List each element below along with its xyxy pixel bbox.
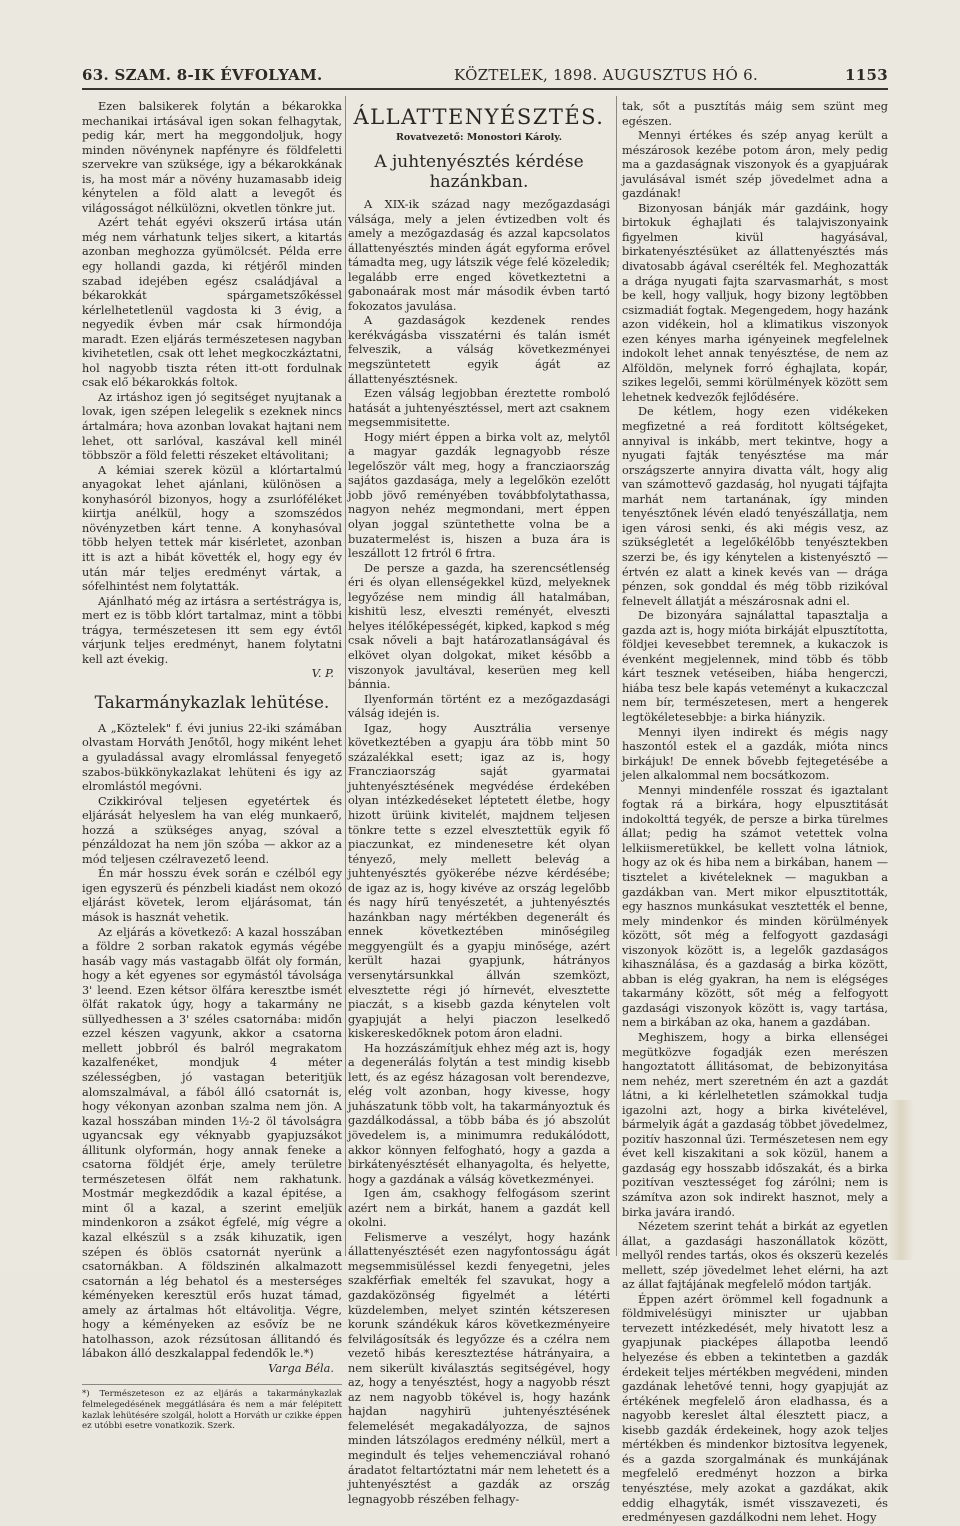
paragraph: De kétlem, hogy ezen vidékeken megfizetné a reá forditott költségeket, annyival is inkább, mert tekintve, hogy a nyugati fajták tenyésztése ma már országszerte annyira divatta vált, hogy alig van számottevő gazdaság, hol nyugati tájfajta marhát nem tartanának, így minden tenyésztőnek lévén eladó tenyészállatja, nem igen városi senki, és aki mégis vesz, az szükségletét a legelőkélőbb tenyésztekben szerzi be, és igy kénytelen a kistenyésztő — értvén ez alatt a kinek kevés van — drága pénzen, sok gonddal és még több rizikóval felnevelt állatját a mészárosnak adni el. — [622, 405, 888, 608]
page-header — [82, 66, 888, 88]
author-signature: Varga Béla. — [268, 1361, 334, 1375]
paragraph: Mennyi mindenféle rosszat és igaztalant fogtak rá a birkára, hogy elpusztitását indokolttá tegyék, de persze a birka türelmes állat; pedig ha számot vetettek volna lelkiismeretükkel, be kellett volna látniok, hogy az ok és hiba nem a birkában, hanem — tisztelet a kivételeknek — magukban a gazdákban van. Mert mikor elpusztitották, egy hasznos munkásukat vesztették el benne, mely mindenkor és minden körülmények között, sőt még a felfogyott gazdasági viszonyok között is, a legelők gazdaságos kihasználása, és a gazdaság a birka között, abban is elég gyakran, ha nem is elégséges takarmány között, sőt még a felfogyott gazdasági viszonyok között is, vagy tartása, nem a birkában az oka, hanem a gazdában. — [622, 783, 888, 1030]
column-rule-2 — [616, 96, 617, 1256]
paragraph: Ezen balsikerek folytán a békarokka mechanikai irtásával igen sokan felhagytak, pedig kár, mert ha meggondoljuk, hogy minden növénynek napfényre és földfeletti szervekre van szüksége, igy a békarokkának is, ha most már a növény huzamasabb ideig kénytelen a föld alatt a levegőt és világosságot nélkülözni, okvetlen tönkre jut. — [82, 100, 342, 215]
paragraph: Nézetem szerint tehát a birkát az egyetlen állat, a gazdasági haszonállatok között, mellyől rendes tartás, okos és okszerü kezelés mellett, szép jövedelmet lehet elérni, ha azt az állat fajtájának megfelelő módon tartják. — [622, 1220, 888, 1292]
paragraph: Mennyi ilyen indirekt és mégis nagy haszontól estek el a gazdák, mióta nincs birkájuk! De ennek bővebb fejtegetésébe a jelen alkalommal nem bocsátkozom. — [622, 725, 888, 783]
paragraph: Én már hosszu évek során e czélból egy igen egyszerü és pénzbeli kiadást nem okozó eljárást követek, lerom eljárásomat, tán mások is hasznát vehetik. — [82, 867, 342, 924]
author-signature: V. P. — [311, 667, 334, 681]
column-2 — [348, 100, 610, 1506]
section-editor: Rovatvezető: Monostori Károly. — [395, 132, 563, 143]
section-title: ÁLLATTENYÉSZTÉS. — [353, 105, 605, 129]
paragraph: Ezen válság legjobban éreztette romboló hatását a juhtenyésztéssel, mert azt csaknem megsemmisitette. — [348, 387, 610, 430]
paragraph: Ilyenformán történt ez a mezőgazdasági válság idején is. — [348, 692, 610, 721]
paragraph: Bizonyosan bánják már gazdáink, hogy birtokuk éghajlati és talajviszonyaink figyelmen kivül hagyásával, birkatenyésztésüket az állattenyésztés más divatosabb ágával cserélték fel. Meghozatták a drága nyugati fajta szarvasmarhát, s most be kell, hogy valljuk, hogy bizony legtöbben csizmadiát fogtak. Megengedem, hogy hazánk azon vidékein, hol a klimatikus viszonyok ezen kényes marha igényeinek megfelelnek indokolt lehet annak tenyésztése, de nem az Alföldön, melynek forró éghajlata, kopár, szikes legelői, semmi körülmények között sem lehetnek kedvezők fejlődésére. — [622, 201, 888, 404]
paragraph: Mennyi értékes és szép anyag került a mészárosok kezébe potom áron, mely pedig ma a gazdaságnak viszonyok és a gyapjuárak javulásával ismét szép jövedelmet adna a gazdának! — [622, 129, 888, 201]
issue-label: 63. SZAM. 8-IK ÉVFOLYAM. — [82, 66, 323, 84]
paragraph: tak, sőt a pusztítás máig sem szünt meg egészen. — [622, 100, 888, 128]
paragraph: A gazdaságok kezdenek rendes kerékvágásba visszatérni és talán ismét felveszik, a válság következményei megszüntetett egyik ágát az állattenyésztésnek. — [348, 314, 610, 386]
paragraph: Igaz, hogy Ausztrália versenye következtében a gyapju ára több mint 50 százalékkal esett; igaz az is, hogy Francziaország saját gyarmatai juhtenyésztésének megvédése érdekében olyan intézkedéseket léptetett életbe, hogy hizott ürüink kivitelét, majdnem teljesen tönkre tette s ezzel elvesztettük egyik fő piaczunkat, ez mindenesetre két olyan tényező, mely mellett belevág a juhtenyésztés gyökerébe nézve kérdésébe; de igaz az is, hogy kivéve az ország legelőbb és nagy hírű tenyészetét, a juhtenyésztés hazánkban nagy mértékben degenerált és ennek következtében minőségileg meggyengült és a gyapju minősége, azért került hazai gyapjunk, hátrányos versenytársunkkal állván szemközt, elvesztette régi jó hírnevét, elvesztette piaczát, s a kisebb gazda kénytelen volt gyapjuját a helyi piaczon leselkedő kiskereskedőknek potom áron eladni. — [348, 721, 610, 1041]
header-rule — [82, 88, 888, 90]
publication-date: KÖZTELEK, 1898. AUGUSZTUS HÓ 6. — [454, 66, 759, 84]
paragraph: Az eljárás a következő: A kazal hosszában a földre 2 sorban rakatok egymás végébe hasáb vagy más vastagabb ölfát oly formán, hogy a két egyenes sor egymástól távolsága 3' leend. Ezen kétsor ölfára keresztbe ismét ölfát rakatok úgy, hogy a takarmány ne süllyedhessen a 3' széles csatornába: midőn ezzel készen vagyunk, akkor a csatorna mellett jobbról és balról megrakatom kazalfenéket, mondjuk 4 méter szélességben, jó vastagan beteritjük alomszalmával, a fából álló csatornát is, hogy vékonyan azonban szalma nem jön. A kazal hosszában minden 1½-2 öl távolságra ugyancsak egy véknyabb gyapjuzsákot állitunk olyformán, hogy annak feneke a csatorna földjét érje, amely területre természetesen ölfát nem rakhatunk. Mostmár megkezdődik a kazal épitése, a mint ől a kazal, a szerint emeljük mindenkoron a zsákot égfelé, míg végre a kazal elkészül s a zsák kihuzatik, igen szépen és öblös csatornát nyerünk a csatornákban. A földszinén alkalmazott csatornán a lég behatol és a mesterséges kéményeken keresztül erős huzat támad, amely az ártalmas hőt eltávolitja. Végre, hogy a kéményeken az esővíz be ne hatolhasson, azok rézsútosan állitandó és lábakon álló deszkalappal fedendők le.*) — [82, 925, 342, 1361]
paragraph: A kémiai szerek közül a klórtartalmú anyagokat lehet ajánlani, különösen a konyhasóról bizonyos, hogy a zsurlóféléket kiirtja anélkül, hogy a szomszédos növényzetben kárt tenne. A konyhasóval több helyen tettek már kisérletet, azonban itt is azt a hibát követték el, hogy egy év után már teljes eredményt vártak, a sófelhintést nem folytatták. — [82, 463, 342, 594]
paragraph: Igen ám, csakhogy felfogásom szerint azért nem a birkát, hanem a gazdát kell okolni. — [348, 1187, 610, 1230]
paragraph: Ajánlható még az irtásra a sertéstrágya is, mert ez is több klórt tartalmaz, mint a többi trágya, természetesen itt sem egy évtől várjunk teljes eredményt, hanem folytatni kell azt évekig. — [82, 594, 342, 666]
paragraph: A „Köztelek" f. évi junius 22-iki számában olvastam Horváth Jenőtől, hogy miként lehet a gyuladással avagy elromlással fenyegető szabos-bükkönykazlakat lehüteni és igy az elromlástól megóvni. — [82, 721, 342, 794]
article-title: Takarmánykazlak lehütése. — [94, 692, 330, 713]
column-3 — [622, 100, 888, 1525]
paragraph: Éppen azért örömmel kell fogadnunk a földmivelésügyi miniszter ur ujabban tervezett intézkedését, mely hivatott lesz a gyapjunak piacképes állapotba leendő helyezése és ebben a tekintetben a gazdák érdekeit teljes mértékben megvédeni, minden gazdának lehetővé tenni, hogy gyapjuját az értékének megfelelő áron eladhassa, és a nagyobb kereslet által élesztett piacz, a kisebb gazdák érdekeinek, hogy azok teljes mértékben és mindenkor biztosítva legyenek, és a gazda szorgalmának és munkájának megfelelő eredményt hozzon a birka tenyésztése, mely azokat a gazdákat, akik eddig elhagyták, ismét visszavezeti, és eredményesen gazdálkodni nem lehet. Hogy — [622, 1292, 888, 1525]
column-rule-1 — [345, 96, 346, 1256]
paragraph: Azért tehát egyévi okszerű irtása után még nem várhatunk teljes sikert, a kitartás azonban meghozza gyümölcsét. Példa erre egy hollandi gazda, ki rétjéről minden szabad idejében egész családjával a békarokkát spárgametszőkéssel kérlelhetetlenül vagdosta ki 3 évig, a negyedik évben már csak hírmondója maradt. Ezen eljárás természetesen nagyban kivihetetlen, csak ott lehet megkoczkáztatni, hol nagyobb tiszta réten itt-ott fordulnak csak elő békarokkás foltok. — [82, 216, 342, 390]
footnote: *) Természeteson ez az eljárás a takarmánykazlak felmelegedésének meggátlására és nem a már felépitett kazlak lehütésére szolgál, holott a Horváth ur czikke éppen ez utóbbi esetre vonatkozik. Szerk. — [82, 1384, 342, 1431]
article-title: A juhtenyésztés kérdése hazánkban. — [374, 152, 584, 192]
paragraph: Az irtáshoz igen jó segitséget nyujtanak a lovak, igen szépen lelegelik s ezeknek nincs ártalmára; hova azonban lovakat hajtani nem lehet, ott sarlóval, kaszával kell minél többször a föld feletti részeket eltávolitani; — [82, 390, 342, 463]
paragraph: De bizonyára sajnálattal tapasztalja a gazda azt is, hogy mióta birkáját elpusztította, földjei kevesebbet teremnek, a kukaczok is évenként megjelennek, mind több és több kárt tesznek vetéseiben, hiába hengerczi, hiába tesz bele kapás veteményt a kukaczczal nem bír, természetesen, mert a hengerek legtökéletesebbje: a birka hiányzik. — [622, 609, 888, 724]
paragraph: Hogy miért éppen a birka volt az, melytől a magyar gazdák legnagyobb része legelőször vált meg, hogy a francziaország sajátos gazdasága, mely a legelőkön ezelőtt jobb jövő reményében továbbfolytathassa, nagyon nehéz megmondani, mert éppen olyan joggal szüntethette volna be a buzatermelést is, hiszen a buza ára is leszállott 12 frtról 6 frtra. — [348, 430, 610, 561]
column-1 — [82, 100, 342, 1432]
paragraph: Meghiszem, hogy a birka ellenségei megütközve fogadják ezen merészen hangoztatott állitásomat, de bebizonyitása nem nehéz, mert szeretném én azt a gazdát látni, a ki kérlelhetetlen számokkal tudja igazolni azt, hogy a birka kivételével, bármelyik ágát a gazdaság többet jövedelmez, pozitív haszonnal űzi. Természetesen nem egy évet kell kiszakitani a sok közül, hanem a gazdaság egy hosszabb időszakát, és a birka pozitívan vesztességet fog zárólni; nem is számítva azon sok indirekt hasznot, mely a birka javára irandó. — [622, 1031, 888, 1219]
paper-stain — [888, 1100, 914, 1260]
page-number: 1153 — [845, 66, 888, 84]
paragraph: A XIX-ik század nagy mezőgazdasági válsága, mely a jelen évtizedben volt és amely a mezőgazdaság és azzal kapcsolatos állattenyésztés minden ágát egyforma erővel támadta meg, ugy látszik vége felé közeledik; legalább erre enged következtetni a gabonaárak most már második évben tartó fokozatos javulása. — [348, 198, 610, 313]
paragraph: De persze a gazda, ha szerencsétlenség éri és olyan ellenségekkel küzd, melyeknek legyőzése nem mindig áll hatalmában, kishitü lesz, elveszti reményét, elveszti helyes itélőképességét, kipked, kapkod s még csak nőveli a bajt határozatlanságával és elkövet olyan dolgokat, miket később a viszonyok javultával, keserüen meg kell bánnia. — [348, 561, 610, 692]
paragraph: Ha hozzászámítjuk ehhez még azt is, hogy a degenerálás folytán a test mindig kisebb lett, és az egész házagosan volt berendezve, elég volt azonban, hogy kivesse, hogy juhászatunk több volt, ha takarmányoztuk és gazdálkodással, a több bába és jó abszolút jövedelem is, a minimumra redukálódott, akkor könnyen felfogható, hogy a gazda a birkátenyésztését elhanyagolta, és helyette, hogy a gazdának a válság következményei. — [348, 1041, 610, 1186]
paragraph: Czikkiróval teljesen egyetértek és eljárását helyeslem ha van elég munkaerő, hozzá a szükséges anyag, szóval a pénzáldozat ha nem jön szóba — akkor az a mód teljesen czélravezető leend. — [82, 794, 342, 866]
paragraph: Felismerve a veszélyt, hogy hazánk állattenyésztését ezen nagyfontosságu ágát megsemmisüléssel kezdi fenyegetni, jeles szakférfiak emelték fel szavukat, hogy a gazdaközönség figyelmét a létérti küzdelemben, melyet szintén kétszeresen korunk szándékuk káros következményeire felvilágosítsák és legyőzze és a czélra nem vezető hibás kereszteztése hátrányaira, a nem sikerült kiválasztás segitségével, hogy az, hogy a tenyésztést, hogy a nagyobb részt az nem nagyobb tökével is, hogy hazánk hajdan nagyhirü juhtenyésztésének felemelését megakadályozza, de sajnos minden látszólagos eredmény nélkül, mert a megindult és teljes vehemencziával rohanó áradatot feltartóztatni már nem lehetett és a juhtenyésztést a gazdák az ország legnagyobb részében felhagy- — [348, 1230, 610, 1506]
